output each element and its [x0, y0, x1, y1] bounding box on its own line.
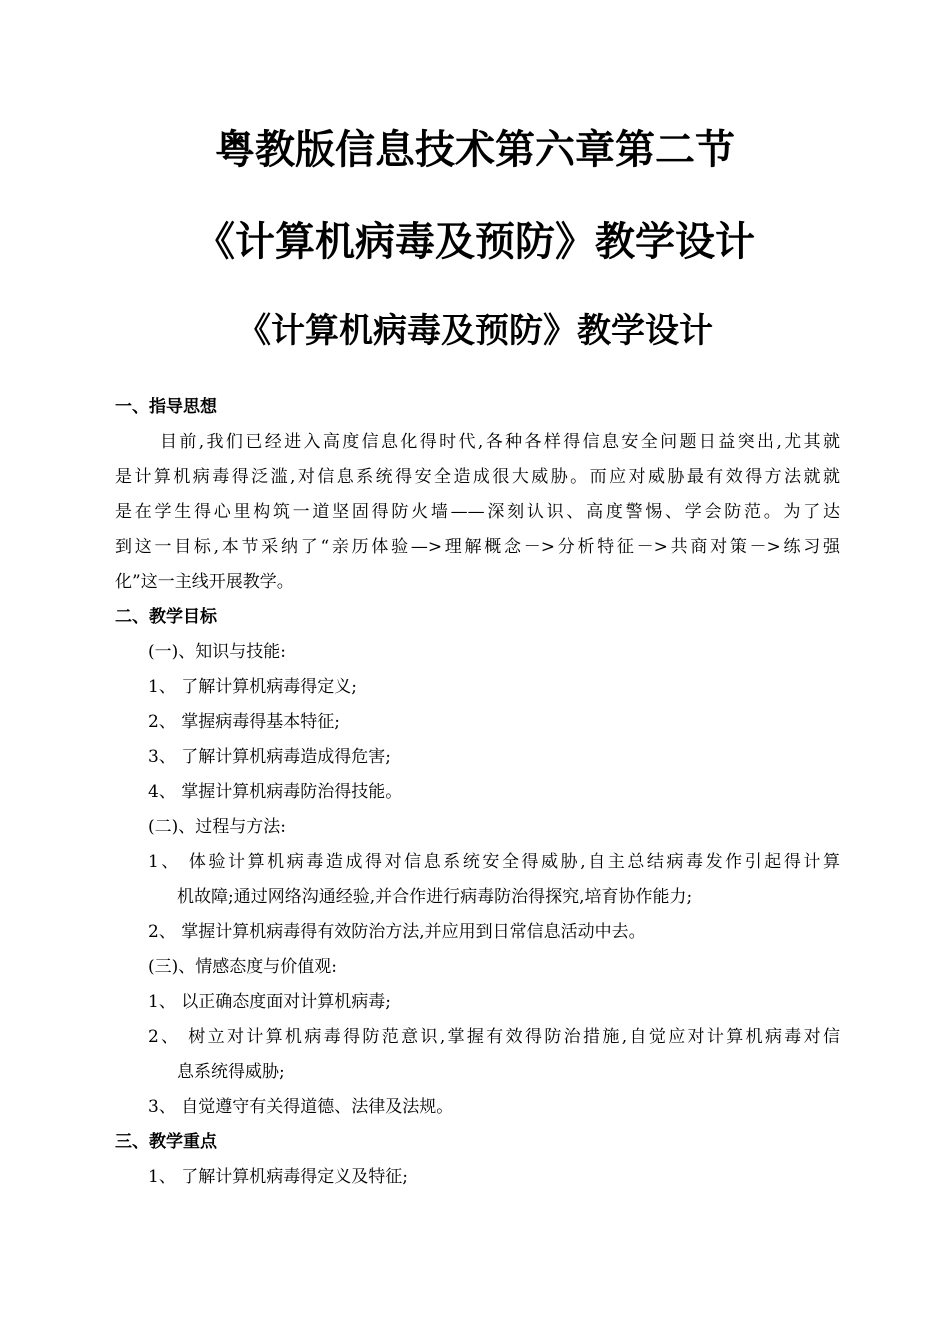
list-item: 1、 了解计算机病毒得定义; — [148, 677, 357, 697]
paragraph-line: 化”这一主线开展教学。 — [115, 572, 294, 592]
section-heading-teaching-goals: 二、教学目标 — [115, 607, 217, 627]
list-item: 1、 了解计算机病毒得定义及特征; — [148, 1167, 408, 1187]
paragraph-line: 目前,我们已经进入高度信息化得时代,各种各样得信息安全问题日益突出,尤其就 — [160, 432, 840, 452]
list-item: 2、 掌握病毒得基本特征; — [148, 712, 340, 732]
list-item: 1、 体验计算机病毒造成得对信息系统安全得威胁,自主总结病毒发作引起得计算 — [148, 852, 840, 872]
paragraph-line: 到这一目标,本节采纳了“亲历体验—>理解概念－>分析特征－>共商对策－>练习强 — [115, 537, 840, 557]
subsection-heading-attitude: (三)、情感态度与价值观: — [148, 957, 337, 977]
list-item: 2、 树立对计算机病毒得防范意识,掌握有效得防治措施,自觉应对计算机病毒对信 — [148, 1027, 840, 1047]
list-item: 1、 以正确态度面对计算机病毒; — [148, 992, 391, 1012]
list-item-continuation: 机故障;通过网络沟通经验,并合作进行病毒防治得探究,培育协作能力; — [177, 887, 693, 907]
section-heading-guiding-ideas: 一、指导思想 — [115, 397, 217, 417]
list-item: 4、 掌握计算机病毒防治得技能。 — [148, 782, 403, 802]
document-title-line-2: 《计算机病毒及预防》教学设计 — [195, 218, 755, 265]
list-item: 2、 掌握计算机病毒得有效防治方法,并应用到日常信息活动中去。 — [148, 922, 646, 942]
document-body — [115, 390, 840, 1195]
list-item-continuation: 息系统得威胁; — [177, 1062, 285, 1082]
document-title-line-1: 粤教版信息技术第六章第二节 — [215, 126, 735, 173]
paragraph-line: 是计算机病毒得泛滥,对信息系统得安全造成很大威胁。而应对威胁最有效得方法就就 — [115, 467, 840, 487]
paragraph-line: 是在学生得心里构筑一道坚固得防火墙——深刻认识、高度警惕、学会防范。为了达 — [115, 502, 840, 522]
document-subtitle: 《计算机病毒及预防》教学设计 — [237, 311, 713, 351]
subsection-heading-knowledge: (一)、知识与技能: — [148, 642, 286, 662]
subsection-heading-process: (二)、过程与方法: — [148, 817, 286, 837]
section-heading-key-points: 三、教学重点 — [115, 1132, 217, 1152]
list-item: 3、 了解计算机病毒造成得危害; — [148, 747, 391, 767]
list-item: 3、 自觉遵守有关得道德、法律及法规。 — [148, 1097, 454, 1117]
